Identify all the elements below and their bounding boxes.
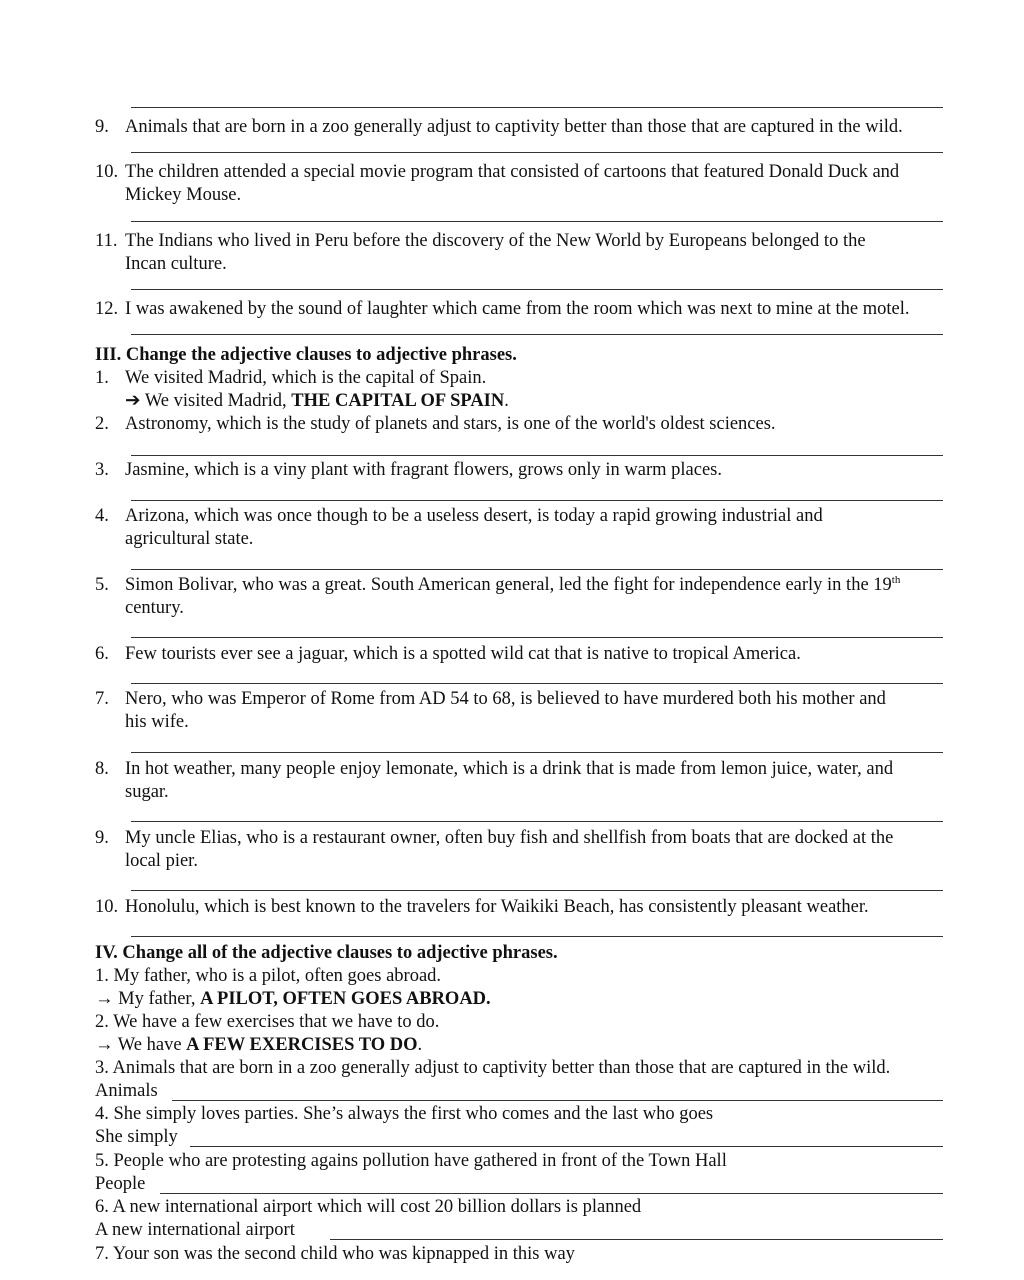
sentence-continuation: his wife.: [125, 712, 189, 732]
sentence: Astronomy, which is the study of planets and stars, is one of the world's oldest sciences.: [125, 414, 776, 434]
answer-line[interactable]: [131, 107, 943, 108]
answer-line[interactable]: [131, 752, 943, 753]
sentence: In hot weather, many people enjoy lemonate, which is a drink that is made from lemon juice, water, and: [125, 759, 894, 779]
answer-bold: A PILOT, OFTEN GOES ABROAD.: [200, 989, 491, 1009]
section-heading: III. Change the adjective clauses to adjective phrases.: [95, 345, 517, 365]
answer-prefix: We visited Madrid,: [144, 391, 292, 411]
item-number: 9.: [95, 117, 109, 137]
item-number: 11.: [95, 231, 118, 251]
example-answer: [95, 1034, 422, 1057]
sentence-continuation: local pier.: [125, 851, 198, 871]
sentence: My uncle Elias, who is a restaurant owner, often buy fish and shellfish from boats that are docked at the: [125, 828, 894, 848]
answer-line[interactable]: [131, 455, 943, 456]
item-number: 3.: [95, 460, 109, 480]
sentence-continuation: sugar.: [125, 782, 169, 802]
sentence: The Indians who lived in Peru before the discovery of the New World by Europeans belonged to the: [125, 231, 866, 251]
arrow-icon: →: [95, 1035, 114, 1055]
answer-line[interactable]: [131, 683, 943, 684]
sentence-text: Simon Bolivar, who was a great. South American general, led the fight for independence early in the 19: [125, 575, 892, 595]
answer-line[interactable]: [131, 221, 943, 222]
answer-prefix: We have: [113, 1035, 187, 1055]
sentence: 4. She simply loves parties. She’s always the first who comes and the last who goes: [95, 1104, 714, 1124]
sentence: 3. Animals that are born in a zoo generally adjust to captivity better than those that are captured in the wild.: [95, 1058, 891, 1078]
sentence: 6. A new international airport which will cost 20 billion dollars is planned: [95, 1197, 642, 1217]
answer-line[interactable]: [131, 890, 943, 891]
item-number: 2.: [95, 414, 109, 434]
answer-line[interactable]: [172, 1100, 943, 1101]
sentence: [125, 574, 900, 597]
sentence: Animals that are born in a zoo generally adjust to captivity better than those that are captured in the wild.: [125, 117, 903, 137]
item-number: 1.: [95, 368, 109, 388]
answer-line[interactable]: [131, 936, 943, 937]
answer-line[interactable]: [131, 500, 943, 501]
item-number: 10.: [95, 162, 119, 182]
answer-suffix: .: [504, 391, 509, 411]
sentence: Few tourists ever see a jaguar, which is a spotted wild cat that is native to tropical America.: [125, 644, 801, 664]
item-number: 9.: [95, 828, 109, 848]
item-number: 7.: [95, 689, 109, 709]
answer-prefix: My father,: [113, 989, 201, 1009]
sentence: 7. Your son was the second child who was kipnapped in this way: [95, 1244, 575, 1264]
answer-line[interactable]: [131, 334, 943, 335]
sentence: The children attended a special movie program that consisted of cartoons that featured Donald Duck and: [125, 162, 900, 182]
answer-line[interactable]: [190, 1146, 943, 1147]
example-answer: [125, 390, 509, 413]
item-number: 6.: [95, 644, 109, 664]
item-number: 12.: [95, 299, 119, 319]
example-sentence: 1. My father, who is a pilot, often goes abroad.: [95, 966, 442, 986]
answer-line[interactable]: [160, 1193, 943, 1194]
answer-prompt: A new international airport: [95, 1220, 295, 1240]
answer-line[interactable]: [131, 569, 943, 570]
sentence: Nero, who was Emperor of Rome from AD 54 to 68, is believed to have murdered both his mother and: [125, 689, 886, 709]
sentence-continuation: Mickey Mouse.: [125, 185, 242, 205]
sentence-continuation: Incan culture.: [125, 254, 227, 274]
answer-prompt: She simply: [95, 1127, 178, 1147]
answer-suffix: .: [417, 1035, 423, 1055]
sentence-continuation: century.: [125, 598, 184, 618]
answer-bold: A FEW EXERCISES TO DO: [186, 1035, 418, 1055]
section-heading: IV. Change all of the adjective clauses to adjective phrases.: [95, 943, 558, 963]
example-sentence: We visited Madrid, which is the capital of Spain.: [125, 368, 487, 388]
arrow-icon: →: [95, 989, 114, 1009]
answer-bold: THE CAPITAL OF SPAIN: [291, 391, 505, 411]
answer-line[interactable]: [131, 289, 943, 290]
example-sentence: 2. We have a few exercises that we have to do.: [95, 1012, 440, 1032]
item-number: 5.: [95, 575, 109, 595]
item-number: 8.: [95, 759, 109, 779]
sentence: Arizona, which was once though to be a useless desert, is today a rapid growing industrial and: [125, 506, 823, 526]
answer-prompt: Animals: [95, 1081, 158, 1101]
answer-line[interactable]: [131, 821, 943, 822]
arrow-icon: ➔: [125, 391, 141, 411]
superscript: th: [891, 573, 901, 586]
answer-line[interactable]: [330, 1239, 943, 1240]
item-number: 4.: [95, 506, 109, 526]
sentence: 5. People who are protesting agains pollution have gathered in front of the Town Hall: [95, 1151, 727, 1171]
sentence: Jasmine, which is a viny plant with fragrant flowers, grows only in warm places.: [125, 460, 723, 480]
sentence: I was awakened by the sound of laughter which came from the room which was next to mine at the motel.: [125, 299, 910, 319]
example-answer: [95, 988, 491, 1011]
item-number: 10.: [95, 897, 119, 917]
answer-line[interactable]: [131, 637, 943, 638]
answer-line[interactable]: [131, 152, 943, 153]
sentence-continuation: agricultural state.: [125, 529, 254, 549]
sentence: Honolulu, which is best known to the travelers for Waikiki Beach, has consistently pleasant weather.: [125, 897, 869, 917]
answer-prompt: People: [95, 1174, 146, 1194]
